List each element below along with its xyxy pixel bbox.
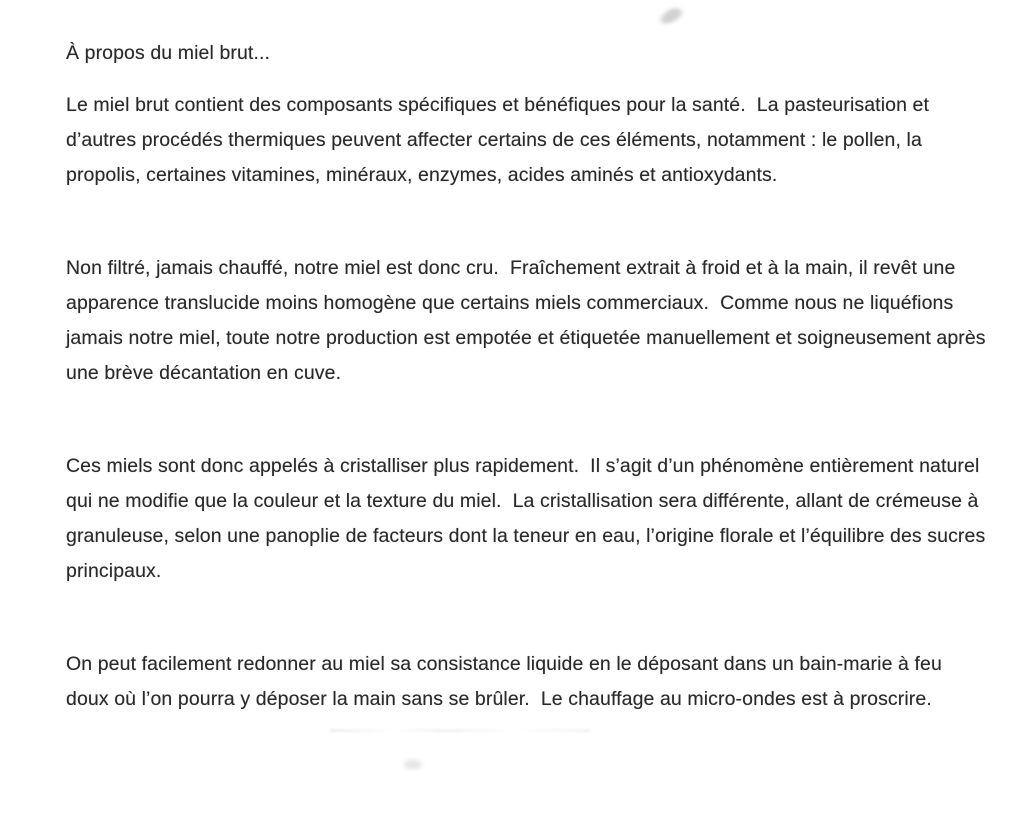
paragraph-bain-marie: On peut facilement redonner au miel sa consistance liquide en le déposant dans un bain-marie à feu doux où l’on pourra y déposer la main sans se brûler. Le chauffage au micro-ondes est à proscrire. [66, 653, 948, 710]
page-title: À propos du miel brut... [66, 42, 270, 64]
scan-smudge-artifact [404, 760, 422, 769]
document-body [66, 36, 992, 717]
paragraph-intro-composants: Le miel brut contient des composants spécifiques et bénéfiques pour la santé. La pasteurisation et d’autres procédés thermiques peuvent affecter certains de ces éléments, notamment : le pollen, la propolis, certaines vitamines, minéraux, enzymes, acides aminés et antioxydants. [66, 94, 935, 186]
paragraph-miel-cru: Non filtré, jamais chauffé, notre miel est donc cru. Fraîchement extrait à froid et à la main, il revêt une apparence translucide moins homogène que certains miels commerciaux. Comme nous ne liquéfions jamais notre miel, toute notre production est empotée et étiquetée manuellement et soigneusement après une brève décantation en cuve. [66, 257, 992, 384]
scan-smudge-artifact [657, 6, 685, 26]
paragraph-cristallisation: Ces miels sont donc appelés à cristalliser plus rapidement. Il s’agit d’un phénomène entièrement naturel qui ne modifie que la couleur et la texture du miel. La cristallisation sera différente, allant de crémeuse à granuleuse, selon une panoplie de facteurs dont la teneur en eau, l’origine florale et l’équilibre des sucres principaux. [66, 455, 991, 582]
scan-streak-artifact [330, 729, 590, 732]
